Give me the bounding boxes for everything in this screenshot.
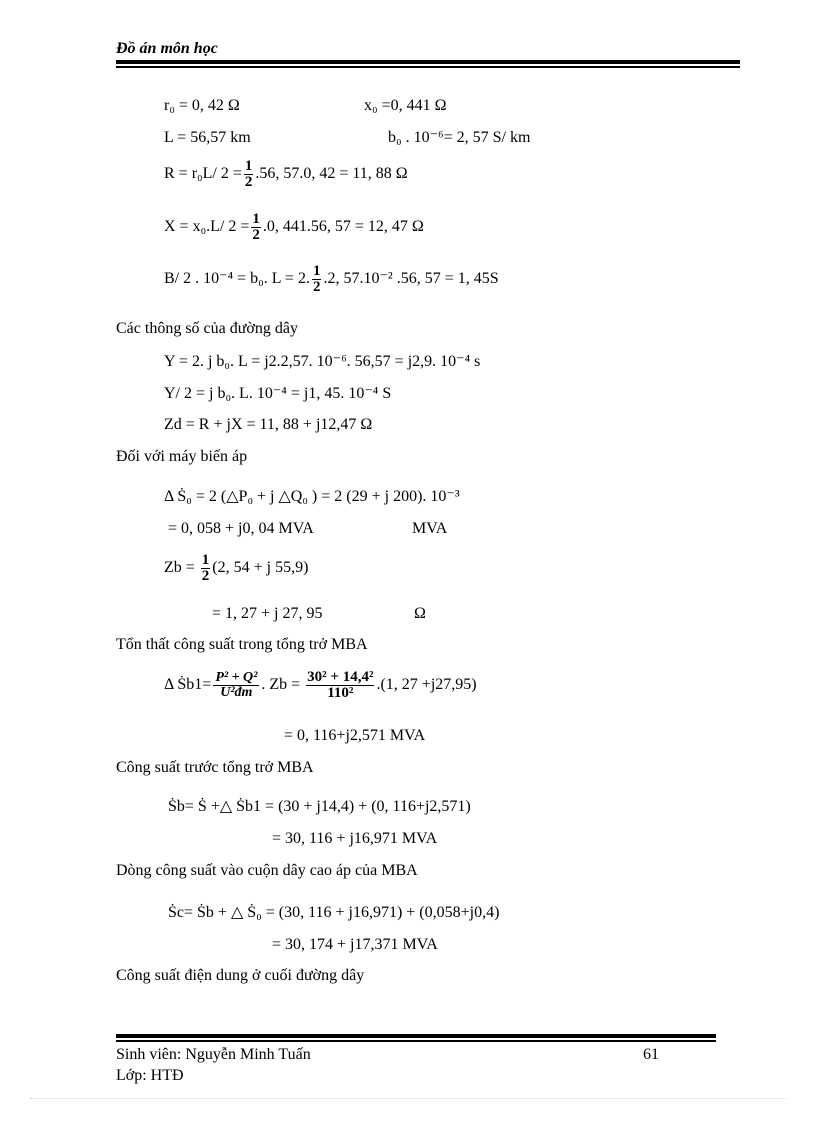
- footer-rule-thick: [116, 1034, 716, 1038]
- fraction-denominator: 2: [252, 227, 260, 243]
- susceptance-right: .2, 57.10⁻² .56, 57 = 1, 45S: [323, 270, 499, 288]
- transformer-loss-mid: . Zb =: [261, 676, 301, 694]
- reactance-fraction: [251, 212, 261, 243]
- header-rule-thick: [116, 60, 740, 64]
- fraction-denominator: 2: [201, 568, 210, 584]
- line-params-heading: Các thông số của đường dây: [116, 320, 298, 337]
- transformer-loss-equation: [164, 670, 477, 701]
- reactance-left: X = x₀.L/ 2 =: [164, 218, 250, 236]
- no-load-loss-unit: MVA: [412, 520, 448, 537]
- length-value: L = 56,57 km: [164, 129, 251, 146]
- fraction-denominator: 110²: [327, 685, 354, 701]
- footer-rule-thin: [116, 1040, 716, 1042]
- transformer-impedance-right: (2, 54 + j 55,9): [212, 559, 309, 577]
- fraction-denominator: U²đm: [220, 685, 253, 700]
- transformer-loss-right: .(1, 27 +j27,95): [376, 676, 477, 694]
- transformer-loss-heading: Tổn thất công suất trong tổng trở MBA: [116, 636, 368, 653]
- hv-winding-power-equation: Ṡc= Ṡb + △ Ṡ₀ = (30, 116 + j16,971) + (0,058+j0,4): [168, 904, 500, 921]
- fraction-denominator: 2: [312, 279, 321, 295]
- susceptance-left: B/ 2 . 10⁻⁴ = b₀. L = 2.: [164, 270, 310, 288]
- admittance-equation: Y = 2. j b₀. L = j2.2,57. 10⁻⁶. 56,57 = j2,9. 10⁻⁴ s: [164, 353, 481, 370]
- transformer-impedance-equation: [164, 553, 308, 584]
- power-before-impedance-result: = 30, 116 + j16,971 MVA: [272, 830, 438, 847]
- header-title: Đồ án môn học: [116, 40, 218, 57]
- resistance-left: R = r₀L/ 2 =: [164, 165, 242, 183]
- header-rule-thin: [116, 66, 740, 68]
- numeric-fraction: [306, 670, 374, 701]
- fraction-denominator: 2: [244, 174, 253, 190]
- page-bottom-divider: [30, 1098, 786, 1099]
- r0-value: r₀ = 0, 42 Ω: [164, 97, 240, 114]
- hv-winding-power-result: = 30, 174 + j17,371 MVA: [272, 936, 438, 953]
- fraction-numerator: 1: [312, 263, 321, 279]
- capacitive-power-heading: Công suất điện dung ở cuối đường dây: [116, 967, 365, 984]
- transformer-impedance-unit: Ω: [414, 605, 426, 622]
- transformer-loss-left: Δ Ṡb1=: [164, 676, 212, 694]
- resistance-right: .56, 57.0, 42 = 11, 88 Ω: [255, 165, 408, 183]
- page-number: 61: [643, 1046, 659, 1063]
- resistance-fraction: [244, 159, 254, 190]
- fraction-numerator: 1: [244, 158, 253, 174]
- power-over-voltage-fraction: [213, 671, 259, 700]
- resistance-equation: [164, 159, 408, 190]
- fraction-numerator: 1: [252, 211, 260, 227]
- power-before-impedance-heading: Công suất trước tổng trở MBA: [116, 759, 314, 776]
- transformer-loss-result: = 0, 116+j2,571 MVA: [284, 727, 426, 744]
- transformer-impedance-result: = 1, 27 + j 27, 95: [212, 605, 323, 622]
- student-name: Sinh viên: Nguyễn Minh Tuấn: [116, 1046, 311, 1063]
- b0-value: b₀ . 10⁻⁶= 2, 57 S/ km: [388, 129, 531, 146]
- power-before-impedance-equation: Ṡb= Ṡ +△ Ṡb1 = (30 + j14,4) + (0, 116+j2,571): [168, 798, 471, 815]
- susceptance-equation: [164, 264, 499, 295]
- fraction-numerator: 30² + 14,4²: [307, 669, 374, 685]
- reactance-equation: [164, 212, 424, 243]
- susceptance-fraction: [312, 264, 322, 295]
- line-impedance-equation: Zd = R + jX = 11, 88 + j12,47 Ω: [164, 416, 373, 433]
- fraction-numerator: P² + Q²: [215, 670, 258, 685]
- transformer-heading: Đối với máy biến áp: [116, 448, 248, 465]
- fraction-numerator: 1: [201, 552, 210, 568]
- reactance-right: .0, 441.56, 57 = 12, 47 Ω: [262, 218, 424, 236]
- x0-value: x₀ =0, 441 Ω: [364, 97, 447, 114]
- class-name: Lớp: HTĐ: [116, 1067, 184, 1084]
- no-load-loss-equation: Δ Ṡ₀ = 2 (△P₀ + j △Q₀ ) = 2 (29 + j 200). 10⁻³: [164, 488, 460, 505]
- half-admittance-equation: Y/ 2 = j b₀. L. 10⁻⁴ = j1, 45. 10⁻⁴ S: [164, 385, 392, 402]
- transformer-impedance-left: Zb =: [164, 559, 195, 577]
- transformer-impedance-fraction: [201, 553, 211, 584]
- no-load-loss-result: = 0, 058 + j0, 04 MVA: [168, 520, 314, 537]
- hv-winding-power-heading: Dòng công suất vào cuộn dây cao áp của MBA: [116, 862, 418, 879]
